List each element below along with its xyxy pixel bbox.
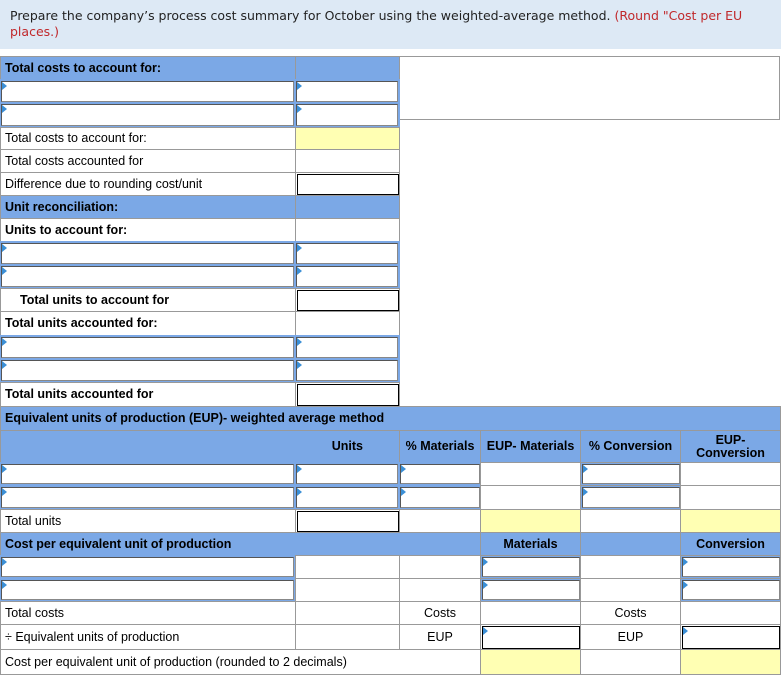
materials-cost-per-eup-value (480, 649, 581, 675)
accounted-value-input-2[interactable] (296, 360, 398, 381)
total-costs-to-account-for-label: Total costs to account for: (0, 127, 296, 150)
eup-pct-materials-input-2[interactable] (400, 487, 480, 508)
blank-cell (580, 509, 681, 533)
cost-value-input-1[interactable] (296, 81, 398, 102)
cost-eup-label-input-2[interactable] (1, 580, 294, 600)
dropdown-marker-icon (2, 581, 7, 589)
total-costs-label: Total costs (0, 601, 296, 625)
total-units-accounted-for-input[interactable] (297, 384, 399, 406)
eup-materials-column-header: EUP- Materials (480, 430, 581, 463)
dropdown-marker-icon (483, 627, 488, 635)
rounding-note: (Round "Cost per EU (614, 8, 743, 23)
cost-value-input-2[interactable] (296, 104, 398, 126)
total-units-label: Total units (0, 509, 296, 533)
dropdown-marker-icon (297, 82, 302, 90)
blank-cell (399, 555, 481, 579)
accounted-label-input-1[interactable] (1, 337, 294, 358)
dropdown-marker-icon (297, 267, 302, 275)
dropdown-marker-icon (2, 558, 7, 566)
rounding-difference-label: Difference due to rounding cost/unit (0, 172, 296, 196)
blank-cell (295, 578, 400, 602)
dropdown-marker-icon (2, 105, 7, 113)
dropdown-marker-icon (2, 244, 7, 252)
costs-label-conversion: Costs (580, 601, 681, 625)
dropdown-marker-icon (2, 267, 7, 275)
materials-cost-input-1[interactable] (482, 557, 580, 577)
eup-conversion-column-header: EUP- Conversion (680, 430, 781, 463)
total-units-accounted-for-label: Total units accounted for (0, 382, 296, 407)
eup-pct-materials-input-1[interactable] (400, 464, 480, 484)
total-costs-accounted-for-value (295, 149, 400, 173)
rounding-note-cont: places.) (10, 24, 59, 39)
eup-label-conversion: EUP (580, 624, 681, 650)
eup-conversion-divisor-input[interactable] (682, 626, 780, 649)
header-blank-cell (295, 195, 400, 219)
dropdown-marker-icon (2, 465, 7, 473)
cost-label-input-2[interactable] (1, 104, 294, 126)
dropdown-marker-icon (2, 338, 7, 346)
blank-cell (295, 555, 400, 579)
blank-cell (580, 555, 681, 579)
cost-per-eup-rounded-label: Cost per equivalent unit of production (rounded to 2 decimals) (0, 649, 481, 675)
eup-label-input-1[interactable] (1, 464, 294, 484)
conversion-cost-input-2[interactable] (682, 580, 780, 600)
cost-label-input-1[interactable] (1, 81, 294, 102)
blank-cell (399, 509, 481, 533)
eup-conversion-cell-1 (680, 462, 781, 486)
pct-materials-column-header: % Materials (399, 430, 481, 463)
dropdown-marker-icon (297, 244, 302, 252)
eup-units-input-2[interactable] (296, 487, 398, 508)
dropdown-marker-icon (297, 488, 302, 496)
dropdown-marker-icon (483, 581, 488, 589)
total-costs-to-account-for-value (295, 127, 400, 150)
units-value-input-1[interactable] (296, 243, 398, 264)
eup-materials-cell-2 (480, 485, 581, 510)
header-blank-cell (295, 56, 400, 80)
blank-cell (399, 578, 481, 602)
blank-cell (580, 578, 681, 602)
eup-label-input-2[interactable] (1, 487, 294, 508)
units-to-account-for-label: Units to account for: (0, 218, 296, 242)
eup-conversion-cell-2 (680, 485, 781, 510)
units-label-input-1[interactable] (1, 243, 294, 264)
total-materials-costs-cell (480, 601, 581, 625)
eup-header: Equivalent units of production (EUP)- weighted average method (0, 406, 781, 431)
cost-eup-label-input-1[interactable] (1, 557, 294, 577)
eup-pct-conversion-input-2[interactable] (582, 487, 680, 508)
materials-cost-input-2[interactable] (482, 580, 580, 600)
dropdown-marker-icon (297, 105, 302, 113)
accounted-label-input-2[interactable] (1, 360, 294, 381)
eup-units-input-1[interactable] (296, 464, 398, 484)
blank-cell (295, 218, 400, 242)
units-column-header: Units (0, 430, 400, 463)
eup-materials-divisor-input[interactable] (482, 626, 580, 649)
total-units-input[interactable] (297, 511, 399, 532)
costs-label-materials: Costs (399, 601, 481, 625)
instructions (0, 0, 781, 49)
conversion-cost-input-1[interactable] (682, 557, 780, 577)
eup-label-materials: EUP (399, 624, 481, 650)
eup-materials-cell-1 (480, 462, 581, 486)
header-blank-cell (580, 532, 681, 556)
units-label-input-2[interactable] (1, 266, 294, 287)
dropdown-marker-icon (683, 581, 688, 589)
blank-cell (580, 649, 681, 675)
blank-cell (295, 601, 400, 625)
cost-per-eup-header: Cost per equivalent unit of production (0, 532, 481, 556)
rounding-difference-input[interactable] (297, 174, 399, 195)
dropdown-marker-icon (401, 488, 406, 496)
blank-area (399, 56, 780, 120)
total-conversion-costs-cell (680, 601, 781, 625)
total-eup-conversion-value (680, 509, 781, 533)
pct-conversion-column-header: % Conversion (580, 430, 681, 463)
dropdown-marker-icon (297, 338, 302, 346)
dropdown-marker-icon (583, 465, 588, 473)
accounted-value-input-1[interactable] (296, 337, 398, 358)
conversion-cost-per-eup-value (680, 649, 781, 675)
blank-cell (295, 311, 400, 336)
total-eup-materials-value (480, 509, 581, 533)
total-costs-accounted-for-label: Total costs accounted for (0, 149, 296, 173)
total-units-to-account-for-input[interactable] (297, 290, 399, 311)
dropdown-marker-icon (683, 558, 688, 566)
eup-pct-conversion-input-1[interactable] (582, 464, 680, 484)
dropdown-marker-icon (583, 488, 588, 496)
unit-reconciliation-header: Unit reconciliation: (0, 195, 296, 219)
dropdown-marker-icon (2, 82, 7, 90)
dropdown-marker-icon (297, 361, 302, 369)
instructions-text: Prepare the company’s process cost summary for October using the weighted-average method. (10, 8, 611, 23)
dropdown-marker-icon (2, 488, 7, 496)
total-units-to-account-for-label: Total units to account for (0, 288, 296, 312)
dropdown-marker-icon (401, 465, 406, 473)
divide-eup-label: ÷ Equivalent units of production (0, 624, 296, 650)
dropdown-marker-icon (483, 558, 488, 566)
conversion-column-header: Conversion (680, 532, 781, 556)
total-costs-header: Total costs to account for: (0, 56, 296, 80)
dropdown-marker-icon (297, 465, 302, 473)
blank-cell (295, 624, 400, 650)
units-accounted-for-header: Total units accounted for: (0, 311, 296, 336)
dropdown-marker-icon (2, 361, 7, 369)
materials-column-header: Materials (480, 532, 581, 556)
units-value-input-2[interactable] (296, 266, 398, 287)
dropdown-marker-icon (683, 627, 688, 635)
